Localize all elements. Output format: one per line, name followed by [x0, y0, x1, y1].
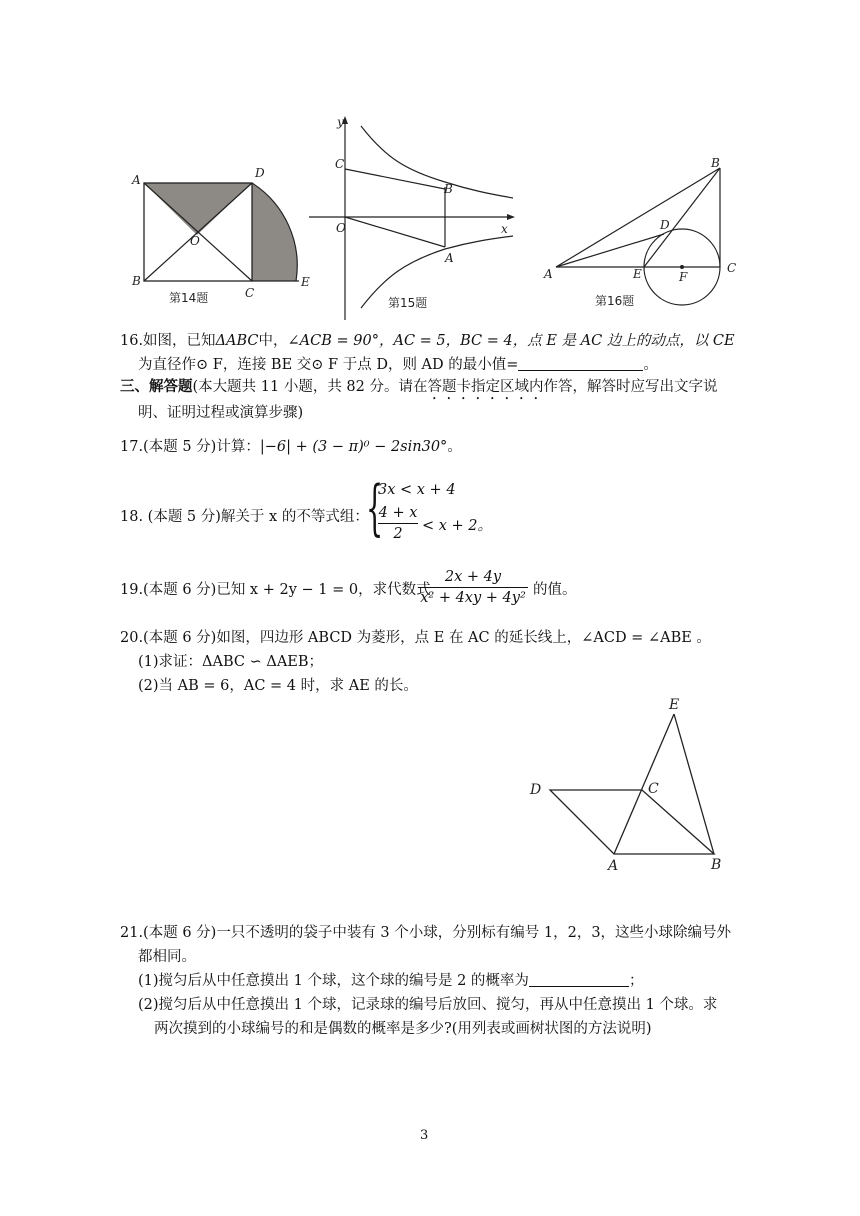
q18-rhs: < x + 2。	[422, 518, 493, 534]
svg-text:O: O	[336, 221, 346, 235]
figure-14-drawing	[124, 165, 324, 315]
q17: 17.(本题 5 分)计算：|−6| + (3 − π)⁰ − 2sin30°。	[120, 439, 462, 455]
page-number: 3	[420, 1128, 429, 1143]
svg-text:F: F	[679, 270, 688, 284]
section3-intro: 三、解答题(本大题共 11 小题，共 82 分。请在答题卡指定区域内作答，解答时应写出文字说	[120, 378, 718, 395]
figure-20-rhombus	[524, 694, 734, 874]
q21-part2-line2: 两次摸到的小球编号的和是偶数的概率是多少?(用列表或画树状图的方法说明)	[154, 1021, 652, 1037]
svg-text:B: B	[444, 182, 453, 196]
q18-brace: {	[366, 473, 384, 543]
q20-line1: 20.(本题 6 分)如图，四边形 ABCD 为菱形，点 E 在 AC 的延长线上，∠ACD = ∠ABE 。	[120, 630, 711, 646]
svg-text:A: A	[544, 267, 553, 281]
svg-text:y: y	[337, 115, 344, 129]
figure-16	[536, 150, 746, 310]
q19-label: 19.(本题 6 分)已知 x + 2y − 1 = 0，求代数式	[120, 582, 431, 598]
svg-text:C: C	[245, 286, 255, 300]
q21-line2: 都相同。	[138, 949, 196, 965]
svg-text:D: D	[255, 166, 265, 180]
q19-fraction: 2x + 4y x² + 4xy + 4y²	[418, 569, 528, 606]
q20-part1: (1)求证：ΔABC ∽ ΔAEB；	[138, 654, 324, 670]
q19-end: 的值。	[533, 582, 577, 598]
svg-text:A: A	[608, 858, 619, 874]
section3-intro-line2: 明、证明过程或演算步骤)	[138, 405, 304, 421]
q16-line1: 16.如图，已知ΔABC中，∠ACB = 90°，AC = 5，BC = 4，点 E 是 AC 边上的动点，以 CE	[120, 333, 735, 349]
svg-text:A: A	[445, 251, 454, 265]
shaded-sector	[252, 183, 297, 281]
svg-text:B: B	[132, 274, 141, 288]
figure-15-drawing	[305, 112, 520, 322]
svg-text:O: O	[190, 234, 200, 248]
q21-part1: (1)搅匀后从中任意摸出 1 个球，这个球的编号是 2 的概率为 ；	[138, 970, 768, 992]
figure-14	[124, 165, 324, 315]
q21-part2-line1: (2)搅匀后从中任意摸出 1 个球，记录球的编号后放回、搅匀，再从中任意摸出 1 个球。求	[138, 997, 718, 1013]
q16-line2: 为直径作⊙ F，连接 BE 交⊙ F 于点 D，则 AD 的最小值= 。	[138, 354, 768, 376]
q16-answer-blank	[518, 354, 643, 371]
svg-text:D: D	[530, 782, 542, 798]
svg-text:D: D	[660, 218, 670, 232]
svg-text:B: B	[711, 857, 722, 873]
figure-15-caption: 第15题	[388, 296, 428, 310]
svg-text:C: C	[727, 261, 737, 275]
figure-16-caption: 第16题	[595, 294, 635, 308]
figure-15	[305, 112, 520, 322]
svg-text:E: E	[633, 267, 642, 281]
svg-text:E: E	[301, 275, 310, 289]
figure-14-caption: 第14题	[169, 291, 209, 305]
svg-text:C: C	[648, 781, 659, 797]
svg-text:E: E	[669, 697, 680, 713]
svg-text:C: C	[335, 157, 345, 171]
q18-label: 18. (本题 5 分)解关于 x 的不等式组：	[120, 509, 369, 525]
q18-ineq1: 3x < x + 4	[378, 482, 456, 498]
svg-text:B: B	[711, 156, 720, 170]
svg-text:A: A	[132, 173, 141, 187]
q21-answer-blank	[529, 970, 629, 987]
figure-20-drawing	[524, 694, 734, 874]
q21-line1: 21.(本题 6 分)一只不透明的袋子中装有 3 个小球，分别标有编号 1，2，3，这些小球除编号外	[120, 925, 732, 941]
svg-text:x: x	[501, 222, 508, 236]
section3-title: 三、解答题	[120, 378, 193, 395]
q18-fraction: 4 + x 2	[378, 505, 418, 542]
q20-part2: (2)当 AB = 6，AC = 4 时，求 AE 的长。	[138, 678, 418, 694]
shaded-triangle	[144, 183, 252, 235]
figure-16-drawing	[536, 150, 746, 310]
